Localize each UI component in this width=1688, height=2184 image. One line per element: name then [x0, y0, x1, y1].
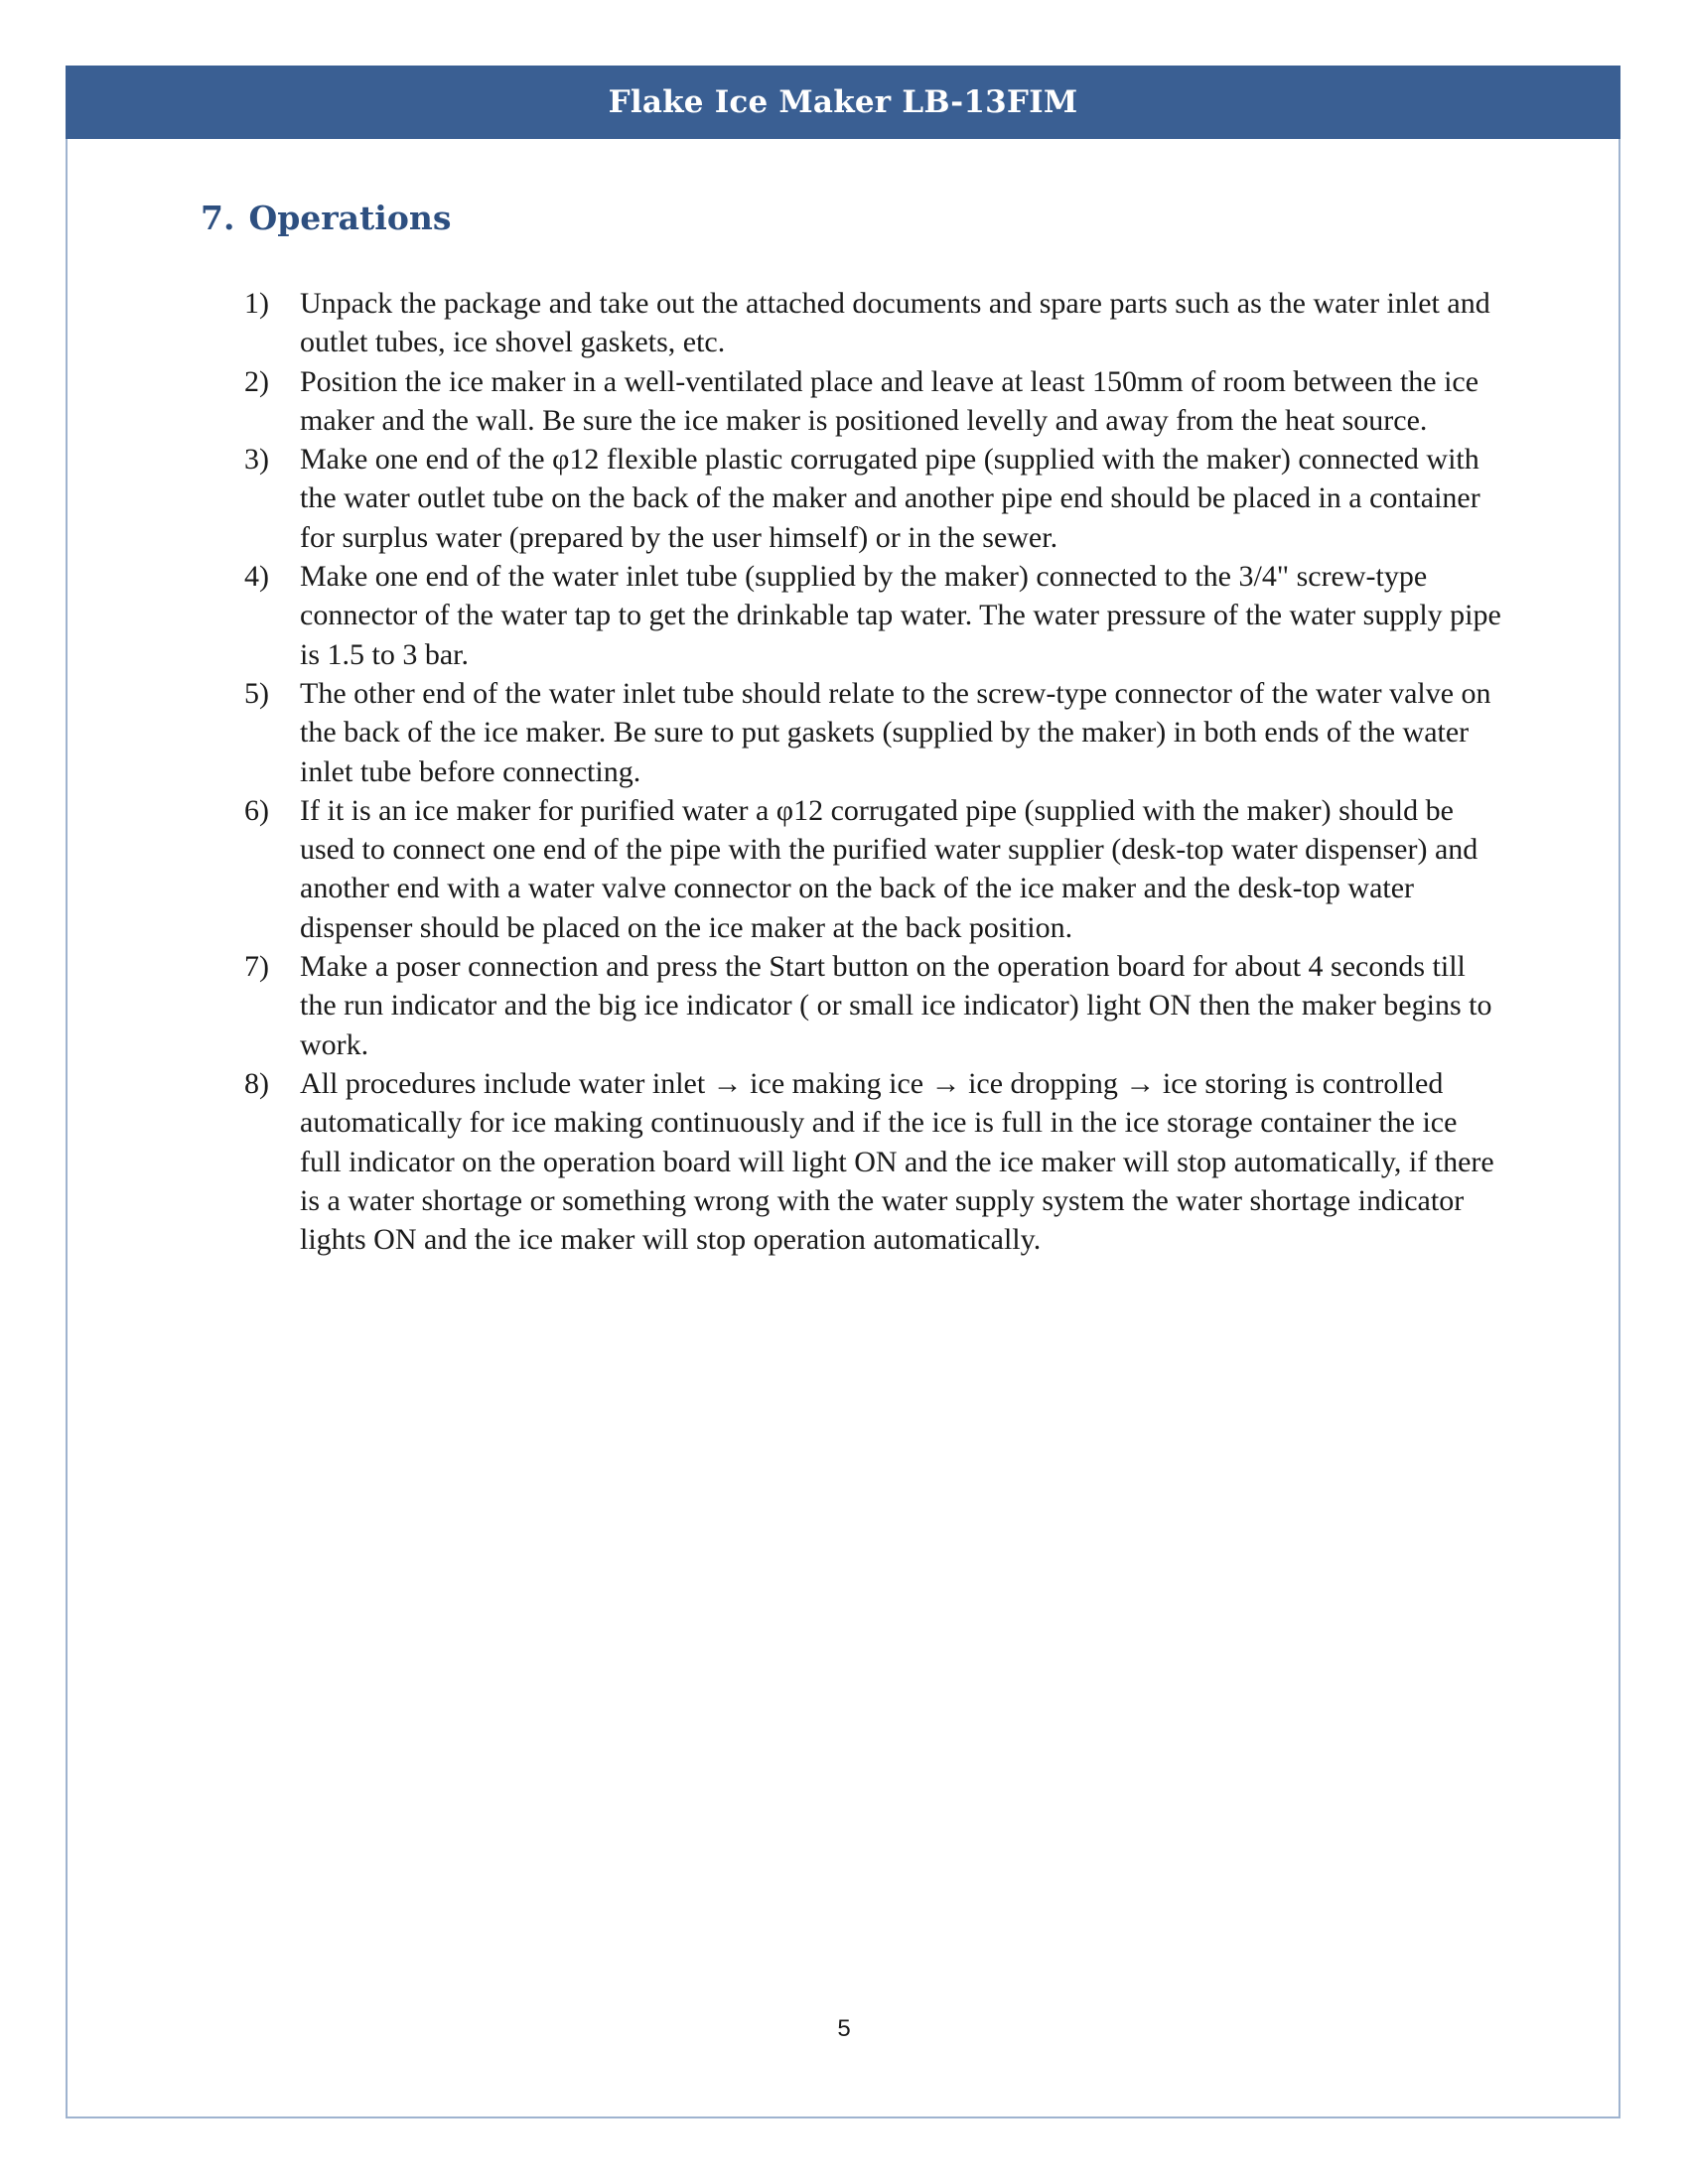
step-number: 5) — [244, 676, 269, 710]
step-text: Make a poser connection and press the Start button on the operation board for about 4 seconds till the run indicator and the big ice indicator ( or small ice indicator) light ON then the maker begins to work. — [300, 950, 1492, 1061]
step-text: Make one end of the water inlet tube (supplied by the maker) connected to the 3/4" screw-type connector of the water tap to get the drinkable tap water. The water pressure of the water supply pipe is 1.5 to 3 bar. — [300, 560, 1501, 671]
document-title: Flake Ice Maker LB-13FIM — [608, 84, 1078, 120]
step-number: 2) — [244, 364, 269, 398]
step-item — [244, 674, 1505, 791]
header-banner — [66, 66, 1620, 139]
operations-steps-list — [244, 284, 1505, 1259]
step-number: 4) — [244, 560, 269, 594]
step-text: Position the ice maker in a well-ventilated place and leave at least 150mm of room between the ice maker and the wall. Be sure the ice maker is positioned levelly and away from the heat source. — [300, 364, 1479, 437]
step-text: The other end of the water inlet tube should relate to the screw-type connector of the water valve on the back of the ice maker. Be sure to put gaskets (supplied by the maker) in both ends of the water inlet tube before connecting. — [300, 676, 1491, 788]
step-item — [244, 557, 1505, 674]
step-item — [244, 1064, 1505, 1259]
step-text: Unpack the package and take out the attached documents and spare parts such as the water inlet and outlet tubes, ice shovel gaskets, etc. — [300, 287, 1490, 359]
step-item — [244, 362, 1505, 441]
step-text: Make one end of the φ12 flexible plastic corrugated pipe (supplied with the maker) connected with the water outlet tube on the back of the maker and another pipe end should be placed in a container for surplus water (prepared by the user himself) or in the sewer. — [300, 443, 1480, 554]
step-number: 1) — [244, 287, 269, 320]
section-heading — [201, 199, 451, 237]
step-number: 7) — [244, 950, 269, 984]
step-text: All procedures include water inlet → ice making ice → ice dropping → ice storing is controlled automatically for ice making continuously and if the ice is full in the ice storage container the ice full indicator on the operation board will light ON and the ice maker will stop automatically, if there is a water shortage or something wrong with the water supply system the water shortage indicator lights ON and the ice maker will stop operation automatically. — [300, 1066, 1494, 1257]
step-item — [244, 440, 1505, 557]
step-number: 6) — [244, 793, 269, 827]
step-number: 8) — [244, 1066, 269, 1100]
step-item — [244, 947, 1505, 1064]
step-number: 3) — [244, 443, 269, 477]
step-item — [244, 791, 1505, 947]
step-item — [244, 284, 1505, 362]
page-number: 5 — [837, 2015, 851, 2042]
section-number: 7. — [201, 199, 235, 237]
section-title: Operations — [248, 199, 452, 237]
step-text: If it is an ice maker for purified water a φ12 corrugated pipe (supplied with the maker) should be used to connect one end of the pipe with the purified water supplier (desk-top water dispenser) and another end with a water valve connector on the back of the ice maker and the desk-top water dispenser should be placed on the ice maker at the back position. — [300, 793, 1478, 944]
